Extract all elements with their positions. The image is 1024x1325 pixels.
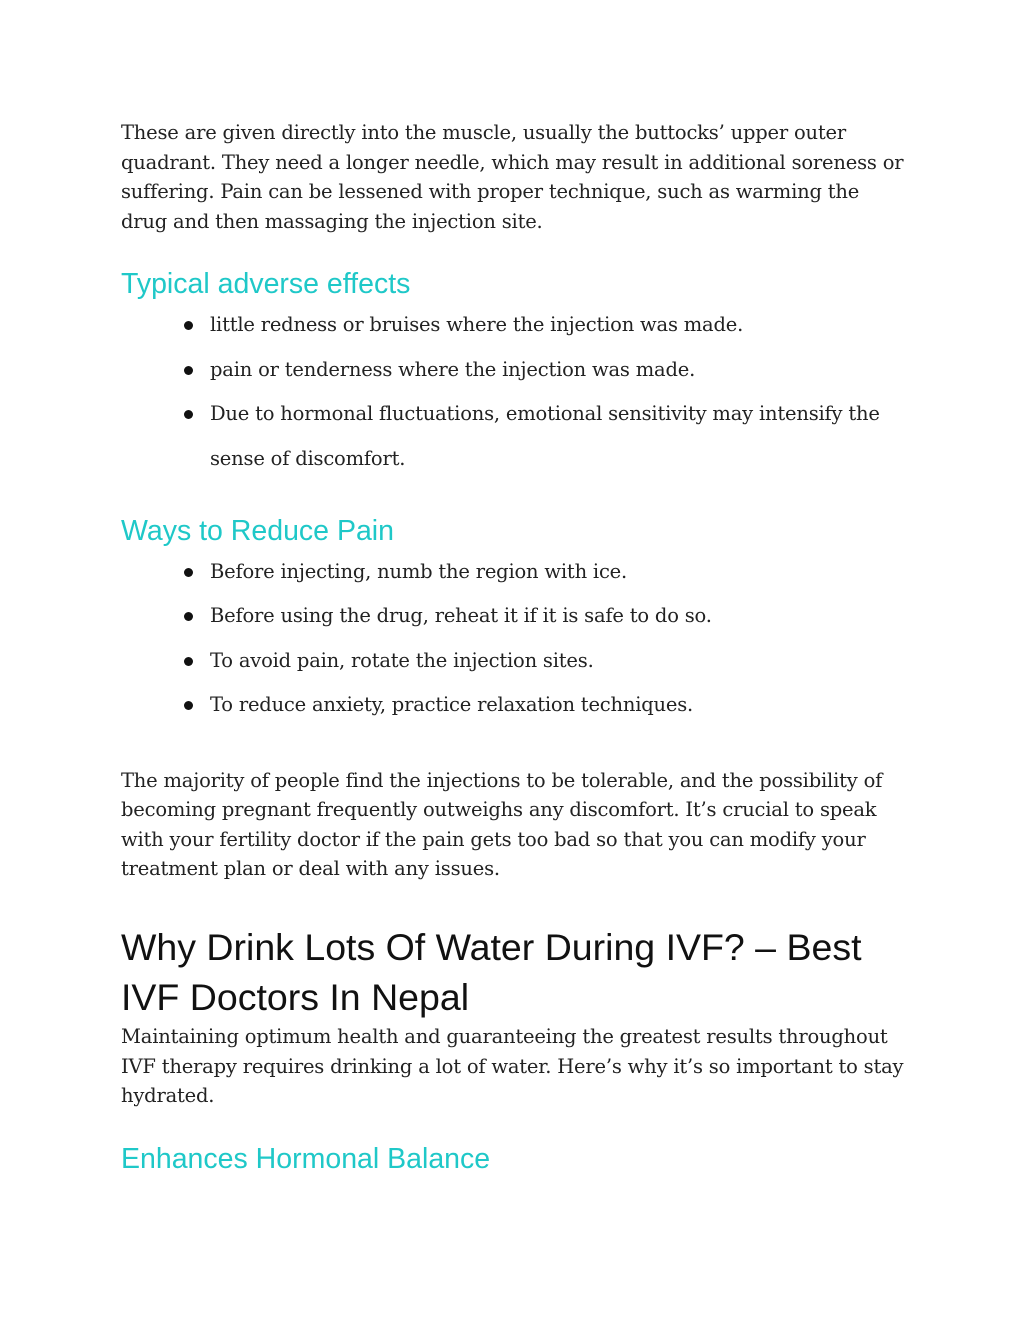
list-item-text: To avoid pain, rotate the injection sites. — [210, 648, 594, 672]
conclusion-paragraph: The majority of people find the injections to be tolerable, and the possibility of becoming pregnant frequently outweighs any discomfort. It’s crucial to speak with your fertility doctor if the pain gets too bad so that you can modify your treatment plan or deal with any issues. — [121, 768, 883, 881]
list-item-text: pain or tenderness where the injection was made. — [210, 357, 696, 381]
list-item-text: Before injecting, numb the region with ice. — [210, 560, 628, 583]
bullet-icon — [184, 321, 193, 330]
adverse-effects-heading: Typical adverse effects — [121, 268, 411, 301]
list-item — [121, 639, 911, 683]
list-item — [121, 392, 911, 481]
bullet-icon — [184, 657, 193, 666]
bullet-icon — [184, 612, 193, 621]
list-item-text: Before using the drug, reheat it if it is safe to do so. — [210, 604, 712, 628]
list-item — [121, 683, 911, 727]
list-item — [121, 550, 911, 594]
intro-paragraph: These are given directly into the muscle, usually the buttocks’ upper outer quadrant. They need a longer needle, which may result in additional soreness or suffering. Pain can be lessened with proper technique, such as warming the drug and then massaging the injection site. — [121, 121, 904, 233]
water-section-paragraph: Maintaining optimum health and guaranteeing the greatest results throughout IVF therapy requires drinking a lot of water. Here’s why it’s so important to stay hydrated. — [121, 1025, 904, 1108]
reduce-pain-list — [121, 550, 911, 728]
reduce-pain-heading: Ways to Reduce Pain — [121, 515, 394, 547]
bullet-icon — [184, 568, 193, 577]
bullet-icon — [184, 366, 193, 375]
bullet-icon — [184, 701, 193, 710]
list-item-text: To reduce anxiety, practice relaxation techniques. — [210, 693, 694, 717]
list-item — [121, 348, 911, 392]
list-item — [121, 303, 911, 347]
bullet-icon — [184, 410, 193, 419]
list-item-text: little redness or bruises where the injection was made. — [210, 313, 744, 337]
list-item-text: Due to hormonal fluctuations, emotional sensitivity may intensify the sense of discomfort. — [210, 402, 880, 470]
list-item — [121, 594, 911, 638]
water-section-title: Why Drink Lots Of Water During IVF? – Best IVF Doctors In Nepal — [121, 926, 862, 1018]
document-page — [121, 118, 911, 1177]
adverse-effects-list — [121, 303, 911, 481]
hormonal-balance-heading: Enhances Hormonal Balance — [121, 1142, 491, 1175]
